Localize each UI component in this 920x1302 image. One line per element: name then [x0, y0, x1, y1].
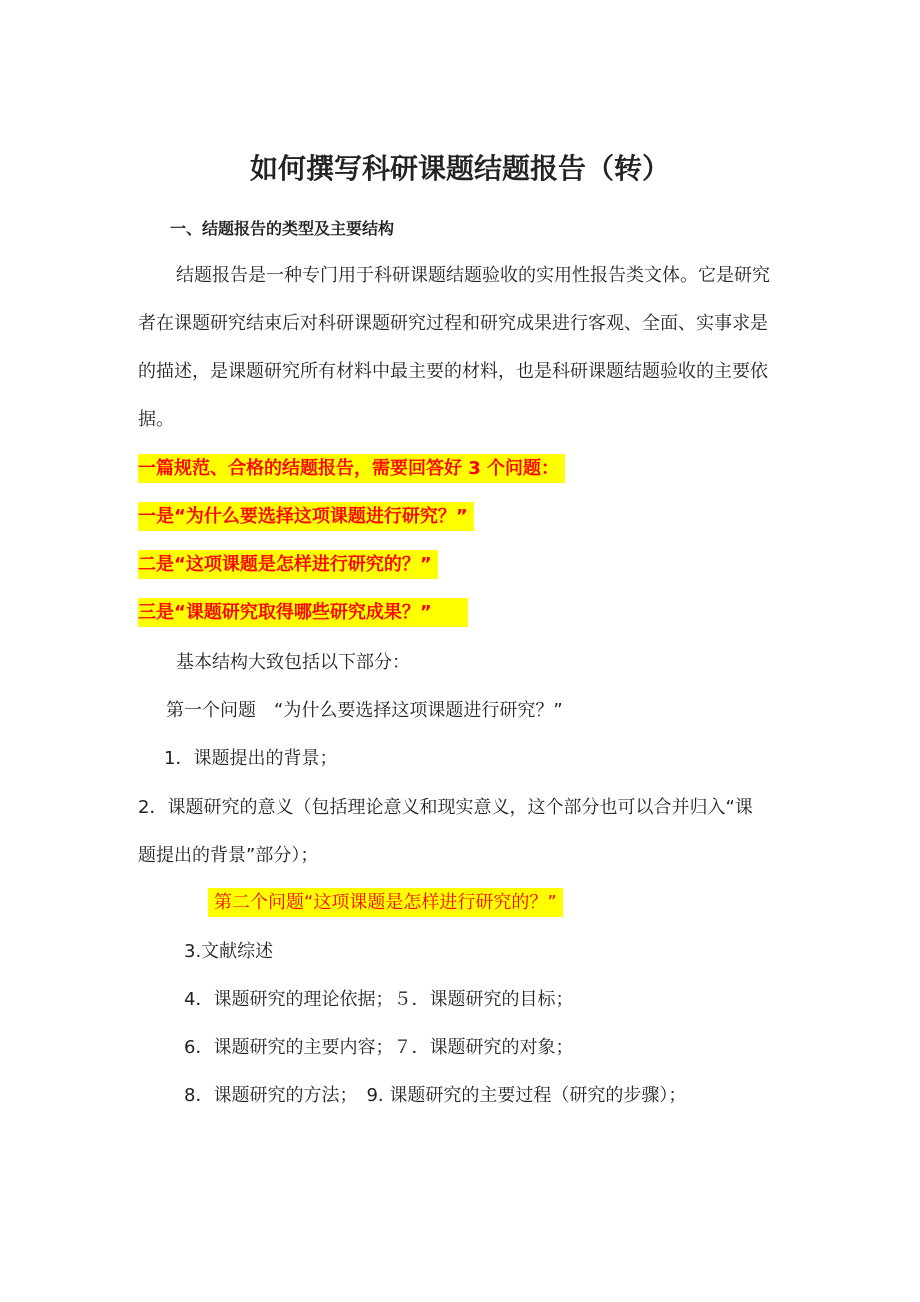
highlight-text: 一是“为什么要选择这项课题进行研究？” [138, 502, 474, 531]
list-item-4-5: 4．课题研究的理论依据；５．课题研究的目标； [184, 989, 574, 1010]
highlight-line-3 [138, 552, 438, 578]
list-item-1: 1．课题提出的背景； [164, 748, 338, 769]
list-item-6-7: 6．课题研究的主要内容；７．课题研究的对象； [184, 1037, 574, 1058]
intro-line-2: 者在课题研究结束后对科研课题研究过程和研究成果进行客观、全面、实事求是 [138, 313, 768, 334]
list-item-2-line-1: 2．课题研究的意义（包括理论意义和现实意义，这个部分也可以合并归入“课 [138, 797, 753, 818]
intro-line-1: 结题报告是一种专门用于科研课题结题验收的实用性报告类文体。它是研究 [176, 265, 770, 286]
question-1-heading: 第一个问题 “为什么要选择这项课题进行研究？” [166, 700, 563, 721]
highlight-text: 三是“课题研究取得哪些研究成果？” [138, 598, 468, 627]
highlight-line-2 [138, 504, 474, 530]
highlight-line-1 [138, 456, 565, 482]
intro-line-4: 据。 [138, 409, 174, 430]
list-item-3: 3.文献综述 [184, 941, 274, 962]
highlight-text: 第二个问题“这项课题是怎样进行研究的？” [208, 888, 563, 917]
structure-intro: 基本结构大致包括以下部分： [176, 652, 410, 673]
list-item-8-9: 8．课题研究的方法； 9. 课题研究的主要过程（研究的步骤）； [184, 1085, 687, 1106]
question-2-heading [208, 890, 563, 916]
document-title: 如何撰写科研课题结题报告（转） [249, 152, 670, 185]
section-heading: 一、结题报告的类型及主要结构 [170, 219, 395, 238]
list-item-2-line-2: 题提出的背景”部分）； [138, 845, 319, 866]
highlight-line-4 [138, 600, 468, 626]
highlight-text: 一篇规范、合格的结题报告，需要回答好 3 个问题： [138, 454, 565, 483]
highlight-text: 二是“这项课题是怎样进行研究的？” [138, 550, 438, 579]
intro-line-3: 的描述，是课题研究所有材料中最主要的材料，也是科研课题结题验收的主要依 [138, 361, 768, 382]
